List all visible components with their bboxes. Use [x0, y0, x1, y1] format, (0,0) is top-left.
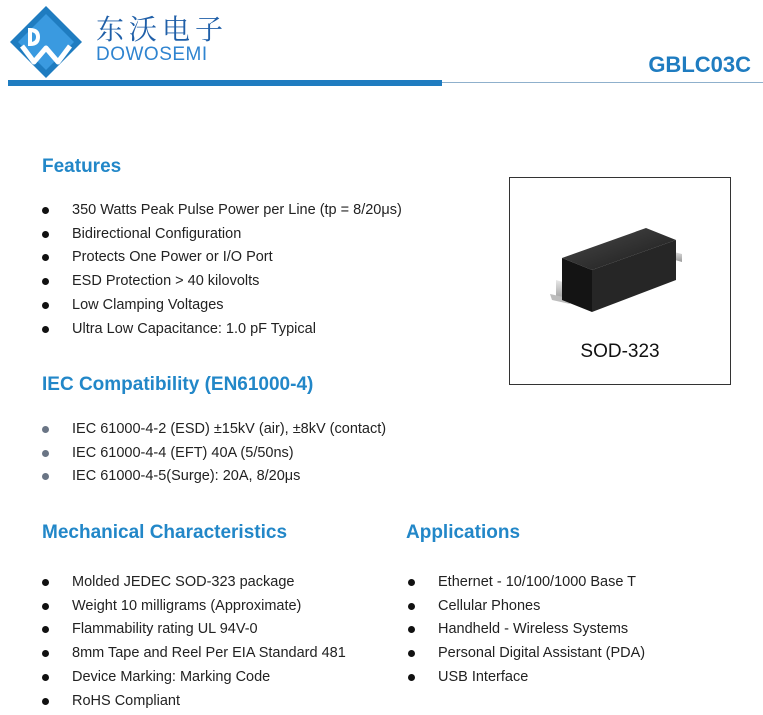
header-rule-thin [442, 82, 763, 83]
list-item: IEC 61000-4-4 (EFT) 40A (5/50ns) [42, 442, 386, 466]
list-item: RoHS Compliant [42, 690, 346, 714]
list-item: Ethernet - 10/100/1000 Base T [408, 571, 645, 595]
part-number: GBLC03C [648, 52, 751, 77]
bullet-icon [42, 603, 49, 610]
bullet-icon [408, 650, 415, 657]
bullet-icon [42, 473, 49, 480]
list-item: 8mm Tape and Reel Per EIA Standard 481 [42, 642, 346, 666]
package-image-box [509, 177, 731, 385]
features-list [42, 199, 402, 341]
list-item: IEC 61000-4-2 (ESD) ±15kV (air), ±8kV (contact) [42, 418, 386, 442]
brand-english-name: DOWOSEMI [96, 44, 208, 65]
iec-heading: IEC Compatibility (EN61000-4) [42, 374, 314, 395]
iec-list [42, 418, 386, 489]
sod-323-package-icon [548, 218, 688, 318]
bullet-icon [408, 579, 415, 586]
list-item: Flammability rating UL 94V-0 [42, 618, 346, 642]
bullet-icon [42, 698, 49, 705]
bullet-icon [42, 302, 49, 309]
mechanical-list [42, 571, 346, 713]
list-item: Handheld - Wireless Systems [408, 618, 645, 642]
bullet-icon [42, 579, 49, 586]
list-item: Molded JEDEC SOD-323 package [42, 571, 346, 595]
bullet-icon [42, 650, 49, 657]
features-heading: Features [42, 156, 122, 177]
list-item: Protects One Power or I/O Port [42, 246, 402, 270]
package-label: SOD-323 [580, 341, 660, 362]
list-item: 350 Watts Peak Pulse Power per Line (tp = 8/20μs) [42, 199, 402, 223]
bullet-icon [408, 626, 415, 633]
list-item: ESD Protection > 40 kilovolts [42, 270, 402, 294]
list-item: IEC 61000-4-5(Surge): 20A, 8/20μs [42, 465, 386, 489]
bullet-icon [42, 231, 49, 238]
bullet-icon [42, 207, 49, 214]
bullet-icon [42, 278, 49, 285]
bullet-icon [42, 254, 49, 261]
list-item: Device Marking: Marking Code [42, 666, 346, 690]
bullet-icon [42, 450, 49, 457]
bullet-icon [408, 603, 415, 610]
bullet-icon [408, 674, 415, 681]
bullet-icon [42, 626, 49, 633]
bullet-icon [42, 674, 49, 681]
list-item: Bidirectional Configuration [42, 223, 402, 247]
list-item: USB Interface [408, 666, 645, 690]
applications-list [408, 571, 645, 690]
list-item: Personal Digital Assistant (PDA) [408, 642, 645, 666]
bullet-icon [42, 326, 49, 333]
dowosemi-logo-icon [8, 4, 84, 80]
list-item: Weight 10 milligrams (Approximate) [42, 595, 346, 619]
bullet-icon [42, 426, 49, 433]
list-item: Cellular Phones [408, 595, 645, 619]
list-item: Low Clamping Voltages [42, 294, 402, 318]
header-rule-thick [8, 80, 442, 86]
list-item: Ultra Low Capacitance: 1.0 pF Typical [42, 318, 402, 342]
brand-chinese-name: 东沃电子 [96, 13, 229, 46]
mechanical-heading: Mechanical Characteristics [42, 522, 288, 543]
applications-heading: Applications [406, 522, 521, 543]
